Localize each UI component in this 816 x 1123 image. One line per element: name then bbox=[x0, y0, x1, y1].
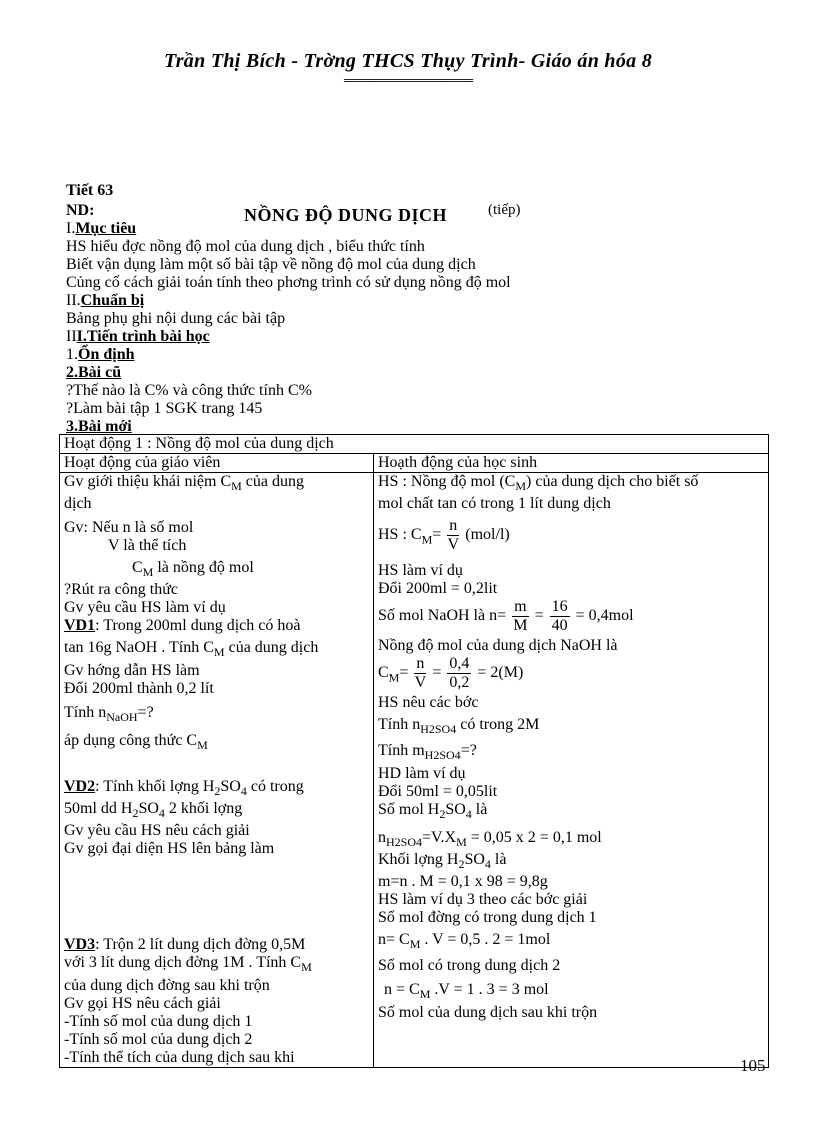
student-line: Đổi 50ml = 0,05lit bbox=[378, 782, 498, 800]
teacher-line: Tính $n_{NaOH}=$? bbox=[64, 703, 154, 724]
formula-cm: HS : $C_M=$ $\frac{n}{V}$ (mol/l) bbox=[378, 517, 510, 554]
fraction: $\frac{16}{40}$ bbox=[551, 598, 568, 635]
teacher-line: Gv giới thiệu khái niệm $C_M$ của dung bbox=[64, 473, 304, 494]
teacher-column-header: Hoạt động của giáo viên bbox=[60, 454, 374, 473]
student-line: $n= C_M$ . V = 0,5 . 2 = 1mol bbox=[378, 931, 551, 952]
review-question: ?Thế nào là C% và công thức tính C% bbox=[66, 382, 312, 399]
student-line: Số mol đờng có trong dung dịch 1 bbox=[378, 909, 597, 927]
student-activities bbox=[374, 473, 769, 1068]
teacher-line: -Tính số mol của dung dịch 1 bbox=[64, 1012, 253, 1030]
teacher-line: $C_M$ là nồng độ mol bbox=[132, 559, 254, 580]
student-line: Đổi 200ml = 0,2lit bbox=[378, 580, 498, 598]
teacher-line: áp dụng công thức $C_M$ bbox=[64, 731, 208, 752]
example-1-line: VD1: Trong 200ml dung dịch có hoà bbox=[64, 617, 301, 635]
teacher-line: Gv yêu cầu HS nêu cách giải bbox=[64, 822, 250, 840]
fraction: $\frac{n}{V}$ bbox=[414, 655, 427, 692]
lesson-title-suffix: (tiếp) bbox=[488, 202, 521, 218]
example-3-line: VD3: Trộn 2 lít dung dịch đờng 0,5M bbox=[64, 936, 306, 954]
fraction: $\frac{m}{M}$ bbox=[513, 598, 528, 635]
teacher-line: V là thể tích bbox=[108, 537, 187, 555]
student-line: HS : Nồng độ mol $(C_M)$ của dung dịch cho biết số bbox=[378, 473, 699, 494]
section-prefix: II bbox=[66, 328, 77, 345]
section-prefix: II. bbox=[66, 292, 81, 309]
section-objectives-heading bbox=[66, 220, 136, 238]
student-line: Tính $n_{H2SO4}$ có trong 2M bbox=[378, 716, 540, 737]
formula-moles-naoh: Số mol NaOH là n= $\frac{m}{M}$ = $\frac{16}{40}$ = 0,4mol bbox=[378, 598, 634, 635]
section-title: I.Tiến trình bài học bbox=[76, 328, 210, 345]
student-line: HS làm ví dụ 3 theo các bớc giải bbox=[378, 891, 588, 909]
preparation-line: Bảng phụ ghi nội dung các bài tập bbox=[66, 310, 286, 327]
page-header: Trần Thị Bích - Trờng THCS Thụy Trình- Giáo án hóa 8 bbox=[163, 50, 653, 72]
activity-title: Hoạt động 1 : Nồng độ mol của dung dịch bbox=[60, 435, 769, 454]
section-prefix: I. bbox=[66, 220, 76, 237]
activity-table bbox=[59, 434, 769, 1068]
teacher-line: Gv hớng dẫn HS làm bbox=[64, 661, 200, 679]
page-number: 105 bbox=[740, 1056, 766, 1075]
teacher-activities bbox=[60, 473, 374, 1068]
example-2-line: 50ml dd $H_2SO_4$ 2 khối lợng bbox=[64, 800, 243, 821]
teacher-line: Gv gọi HS nêu cách giải bbox=[64, 994, 221, 1012]
step-prefix: 1. bbox=[66, 346, 78, 363]
teacher-line: ?Rút ra công thức bbox=[64, 581, 178, 599]
teacher-line: -Tính thể tích của dung dịch sau khi bbox=[64, 1048, 295, 1066]
fraction: $\frac{n}{V}$ bbox=[447, 517, 460, 554]
teacher-line: Gv: Nếu n là số mol bbox=[64, 519, 194, 537]
teacher-line: Gv yêu cầu HS làm ví dụ bbox=[64, 599, 226, 617]
review-question: ?Làm bài tập 1 SGK trang 145 bbox=[66, 400, 263, 417]
section-title: Chuẩn bị bbox=[80, 292, 145, 309]
student-line: HS nêu các bớc bbox=[378, 694, 479, 712]
teacher-line: -Tính số mol của dung dịch 2 bbox=[64, 1030, 253, 1048]
student-line: HS làm ví dụ bbox=[378, 562, 463, 580]
fraction: $\frac{0,4}{0,2}$ bbox=[449, 655, 470, 692]
teacher-line: Gv gọi đại diện HS lên bảng làm bbox=[64, 840, 275, 858]
section-title: Mục tiêu bbox=[75, 220, 137, 237]
example-2-line: VD2: Tính khối lợng $H_2SO_4$ có trong bbox=[64, 777, 304, 799]
student-line: $n = C_M$ .V = 1 . 3 = 3 mol bbox=[384, 981, 549, 1002]
teacher-line: dịch bbox=[64, 495, 92, 513]
section-process-heading bbox=[66, 328, 210, 346]
student-line: Nồng độ mol của dung dịch NaOH là bbox=[378, 637, 618, 655]
student-line: m=n . M = 0,1 x 98 = 9,8g bbox=[378, 873, 548, 891]
student-line: Khối lợng $H_2SO_4$ là bbox=[378, 850, 507, 872]
student-line: HD làm ví dụ bbox=[378, 764, 466, 782]
objective-line: HS hiểu đợc nồng độ mol của dung dịch , biểu thức tính bbox=[66, 238, 425, 255]
student-line: Số mol có trong dung dịch 2 bbox=[378, 957, 561, 975]
formula-concentration-naoh: $C_M=$ $\frac{n}{V}$ = $\frac{0,4}{0,2}$ = 2(M) bbox=[378, 655, 524, 692]
student-line: $n_{H2SO4}=V.X_M = 0,05$ x 2 = 0,1 mol bbox=[378, 828, 602, 849]
step-title: Ổn định bbox=[78, 346, 135, 363]
student-line: Số mol của dung dịch sau khi trộn bbox=[378, 1003, 598, 1021]
student-line: Tính $m_{H2SO4}=$? bbox=[378, 742, 477, 763]
objective-line: Củng cố cách giải toán tính theo phơng trình có sử dụng nồng độ mol bbox=[66, 274, 511, 291]
lesson-date-label: ND: bbox=[66, 202, 95, 219]
example-3-line: của dung dịch đờng sau khi trộn bbox=[64, 976, 270, 994]
student-column-header: Hoạth động của học sinh bbox=[374, 454, 769, 473]
example-1-line: tan 16g NaOH . Tính $C_M$ của dung dịch bbox=[64, 639, 319, 660]
teacher-line: Đổi 200ml thành 0,2 lít bbox=[64, 679, 214, 697]
section-preparation-heading bbox=[66, 292, 144, 310]
objective-line: Biết vận dụng làm một số bài tập về nồng độ mol của dung dịch bbox=[66, 256, 476, 273]
step-stabilize-heading bbox=[66, 346, 134, 364]
lesson-title: NỒNG ĐỘ DUNG DỊCH bbox=[244, 205, 448, 225]
student-line: mol chất tan có trong 1 lít dung dịch bbox=[378, 495, 611, 513]
header-rule: ======================= bbox=[343, 74, 473, 87]
example-3-line: với 3 lít dung dịch đờng 1M . Tính $C_M$ bbox=[64, 954, 312, 975]
student-line: Số mol $H_2SO_4$ là bbox=[378, 800, 488, 821]
step-review-heading: 2.Bài cũ bbox=[66, 364, 122, 381]
step-new-lesson-heading: 3.Bài mới bbox=[66, 418, 132, 435]
lesson-number: Tiết 63 bbox=[66, 182, 114, 199]
